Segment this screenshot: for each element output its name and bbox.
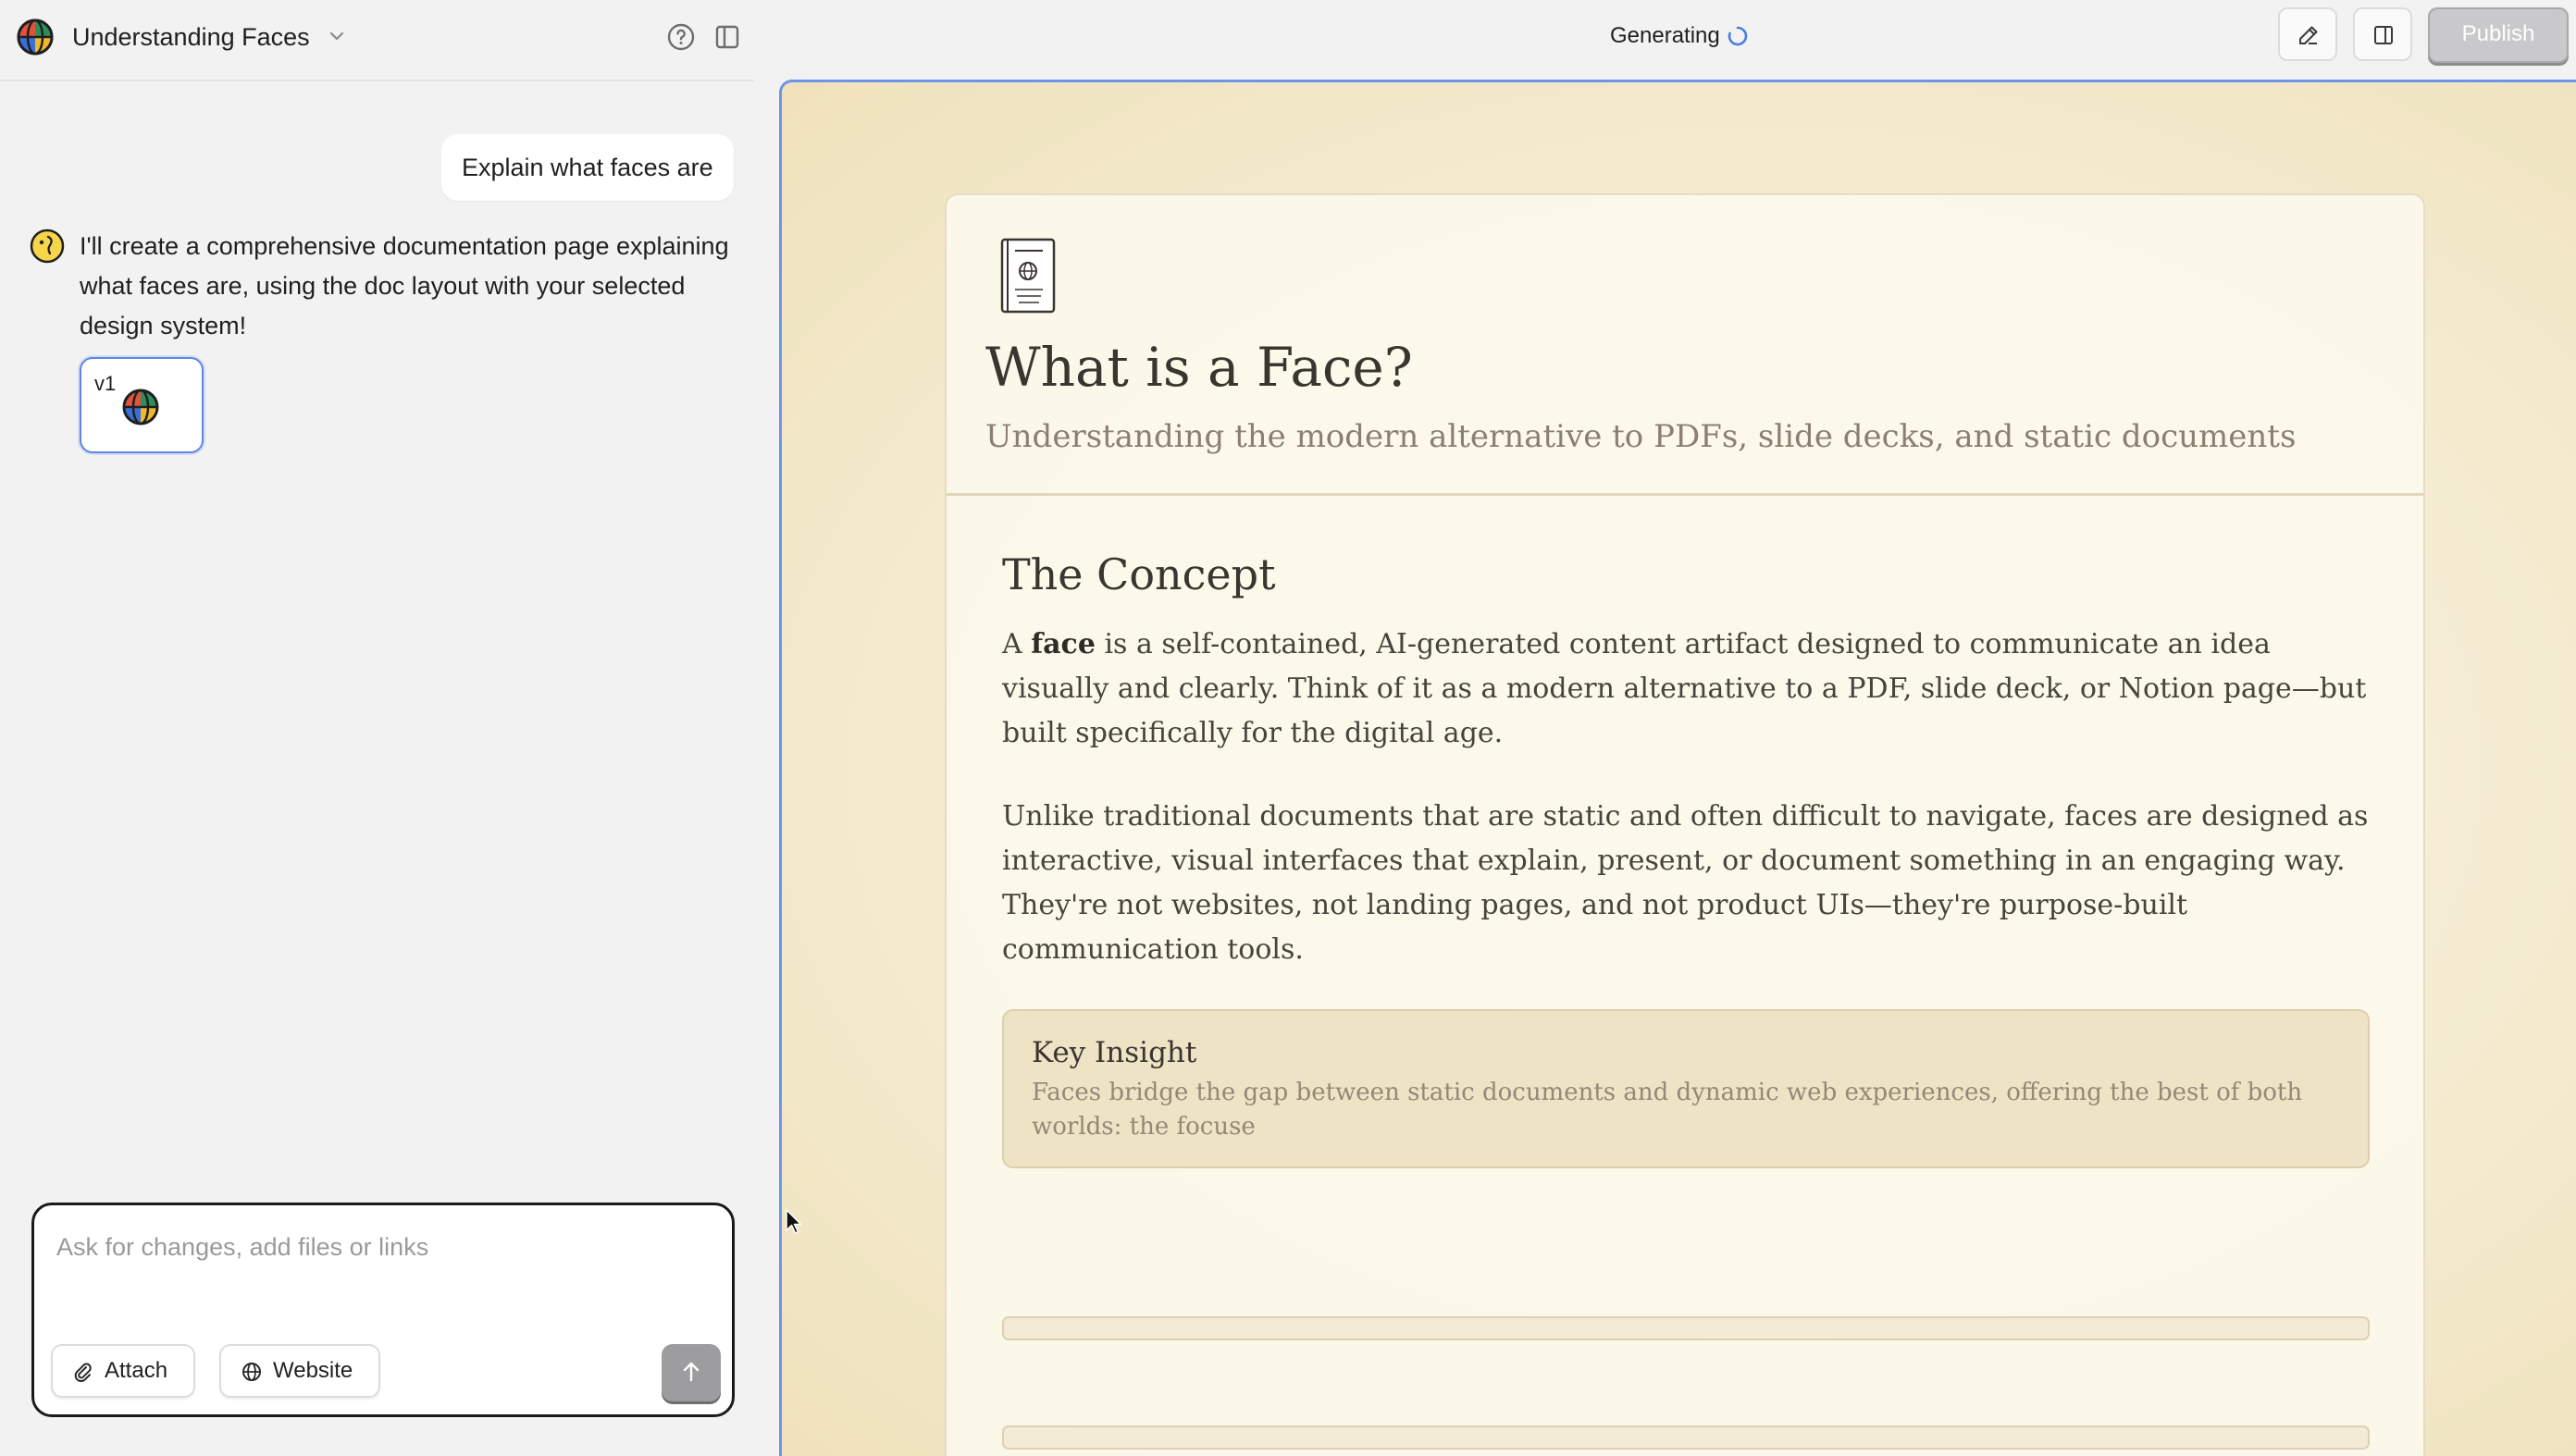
document-header bbox=[947, 195, 2423, 496]
help-circle-icon[interactable] bbox=[666, 22, 696, 52]
attach-button[interactable] bbox=[51, 1344, 195, 1398]
paperclip-icon bbox=[73, 1362, 93, 1382]
section-title: The Concept bbox=[1002, 549, 1276, 599]
globe-icon[interactable] bbox=[17, 19, 54, 56]
document-title: What is a Face? bbox=[985, 336, 1413, 399]
globe-icon bbox=[242, 1362, 262, 1382]
pencil-icon bbox=[2297, 24, 2320, 46]
globe-icon bbox=[122, 389, 159, 426]
chat-panel bbox=[0, 0, 777, 1456]
publish-button[interactable]: Publish bbox=[2428, 7, 2569, 63]
website-label: Website bbox=[273, 1358, 353, 1383]
website-button[interactable] bbox=[219, 1344, 380, 1398]
concept-paragraph-2: Unlike traditional documents that are static and often difficult to navigate, faces are designed as interactive, visual interfaces that explain, present, or document something in an engaging way. They're not websites, not landing pages, and not product UIs—they're purpose-built communication tools. bbox=[1002, 800, 2369, 966]
book-icon bbox=[997, 236, 1059, 315]
user-message: Explain what faces are bbox=[441, 134, 734, 201]
loading-placeholder bbox=[1002, 1316, 2370, 1340]
assistant-avatar-icon bbox=[30, 228, 65, 264]
sidebar-icon[interactable] bbox=[712, 22, 742, 52]
edit-button[interactable] bbox=[2278, 7, 2337, 61]
document-card bbox=[945, 193, 2425, 1456]
version-card[interactable] bbox=[80, 357, 204, 453]
arrow-up-icon bbox=[681, 1361, 701, 1383]
chat-input[interactable] bbox=[55, 1224, 706, 1270]
paragraph-text: A bbox=[1002, 628, 1032, 660]
version-label: v1 bbox=[94, 372, 117, 395]
loading-spinner-icon bbox=[1727, 25, 1749, 47]
chat-header bbox=[0, 0, 754, 81]
loading-placeholder bbox=[1002, 1425, 2370, 1450]
document-subtitle: Understanding the modern alternative to PDFs, slide decks, and static documents bbox=[985, 418, 2297, 455]
bold-term: face bbox=[1031, 628, 1096, 660]
key-insight-callout bbox=[1002, 1009, 2370, 1168]
message-composer bbox=[31, 1203, 735, 1417]
paragraph-text: is a self-contained, AI-generated content artifact designed to communicate an idea visually and clearly. Think of it as a modern alternative to a PDF, slide deck, or Notion page—but built specifically for the digital age. bbox=[1002, 628, 2367, 749]
assistant-message: I'll create a comprehensive documentation page explaining what faces are, using the doc layout with your selected design system! bbox=[80, 232, 729, 339]
attach-label: Attach bbox=[105, 1358, 168, 1383]
split-view-button[interactable] bbox=[2353, 7, 2412, 61]
generating-status: Generating bbox=[1610, 23, 1720, 48]
insight-title: Key Insight bbox=[1032, 1036, 1197, 1069]
split-view-icon bbox=[2372, 24, 2395, 46]
chevron-down-icon[interactable] bbox=[327, 26, 347, 46]
concept-paragraph-1 bbox=[1002, 623, 2381, 756]
send-button[interactable] bbox=[662, 1344, 721, 1401]
project-title[interactable]: Understanding Faces bbox=[72, 23, 310, 51]
mouse-cursor-icon bbox=[785, 1208, 803, 1236]
preview-pane bbox=[779, 80, 2576, 1456]
insight-text: Faces bridge the gap between static documents and dynamic web experiences, offering the best of both worlds: the focuse bbox=[1032, 1079, 2303, 1141]
